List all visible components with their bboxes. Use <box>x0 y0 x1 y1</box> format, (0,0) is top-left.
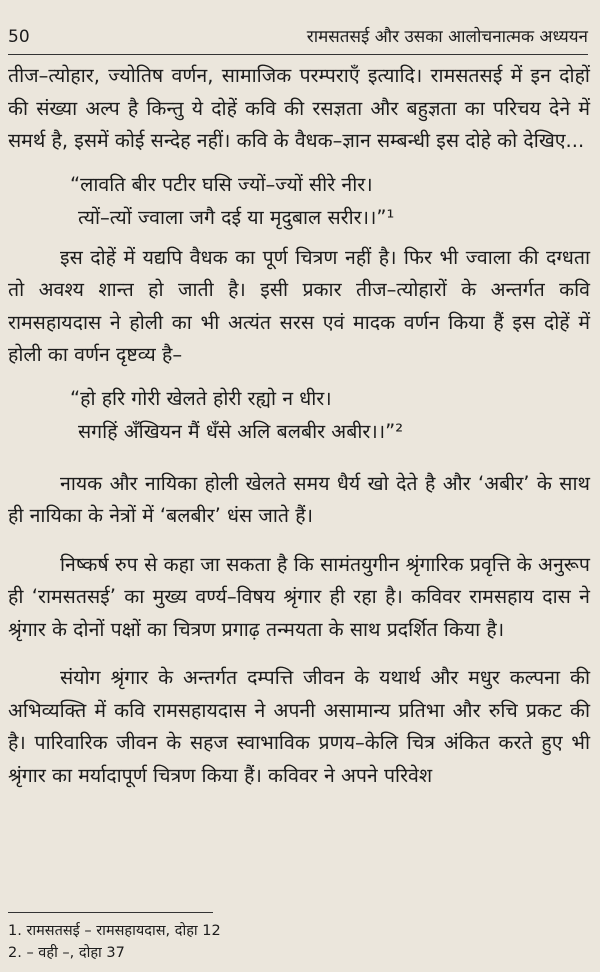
paragraph-2: इस दोहें में यद्यपि वैधक का पूर्ण चित्रण नहीं है। फिर भी ज्वाला की दग्धता तो अवश्य शान्त हो जाती है। इसी प्रकार तीज–त्योहारों के अन्तर्गत कवि रामसहायदास ने होली का भी अत्यंत सरस एवं मादक वर्णन किया हैं इस दोहें में होली का वर्णन दृष्टव्य है– <box>8 245 590 366</box>
footnote-2: 2. – वही –, दोहा 37 <box>8 945 125 961</box>
verse-1-line-1: “लावति बीर पटीर घसि ज्यों–ज्यों सीरे नीर। <box>70 172 373 196</box>
verse-1-line-2: त्यों–त्यों ज्वाला जगै दई या मृदुबाल सरीर।।”¹ <box>78 205 395 229</box>
footnote-divider <box>8 912 213 913</box>
verse-2-line-2: सगहिं अँखियन मैं धँसे अलि बलबीर अबीर।।”² <box>78 419 404 443</box>
page-header <box>8 24 588 50</box>
paragraph-5: संयोग श्रृंगार के अन्तर्गत दम्पत्ति जीवन के यथार्थ और मधुर कल्पना की अभिव्यक्ति में कवि रामसहायदास ने अपनी असामान्य प्रतिभा और रुचि प्रकट की है। पारिवारिक जीवन के सहज स्वाभाविक प्रणय–केलि चित्र अंकित करते हुए भी श्रृंगार का मर्यादापूर्ण चित्रण किया हैं। कविवर ने अपने परिवेश <box>8 666 590 787</box>
page-number: 50 <box>8 27 30 47</box>
header-divider <box>8 54 588 55</box>
verse-2-line-1: “हो हरि गोरी खेलते होरी रह्यो न धीर। <box>70 386 332 410</box>
page-body <box>8 60 590 792</box>
paragraph-1: तीज–त्योहार, ज्योतिष वर्णन, सामाजिक परम्पराएँ इत्यादि। रामसतसई में इन दोहों की संख्या अल्प है किन्तु ये दोहें कवि की रसज्ञता और बहुज्ञता का परिचय देने में समर्थ है, इसमें कोई सन्देह नहीं। कवि के वैधक–ज्ञान सम्बन्धी इस दोहे को देखिए... <box>8 64 590 152</box>
running-title: रामसतसई और उसका आलोचनात्मक अध्ययन <box>306 27 588 47</box>
paragraph-4: निष्कर्ष रुप से कहा जा सकता है कि सामंतयुगीन श्रृंगारिक प्रवृत्ति के अनुरूप ही ‘रामसतसई’ का मुख्य वर्ण्य–विषय श्रृंगार ही रहा है। कविवर रामसहाय दास ने श्रृंगार के दोनों पक्षों का चित्रण प्रगाढ़ तन्मयता के साथ प्रदर्शित किया है। <box>8 552 590 641</box>
verse-1 <box>8 168 590 234</box>
paragraph-3: नायक और नायिका होली खेलते समय धैर्य खो देते है और ‘अबीर’ के साथ ही नायिका के नेत्रों में ‘बलबीर’ धंस जाते हैं। <box>8 471 590 527</box>
footnote-1: 1. रामसतसई – रामसहायदास, दोहा 12 <box>8 923 221 939</box>
verse-2 <box>8 382 590 448</box>
footnotes <box>8 920 221 964</box>
